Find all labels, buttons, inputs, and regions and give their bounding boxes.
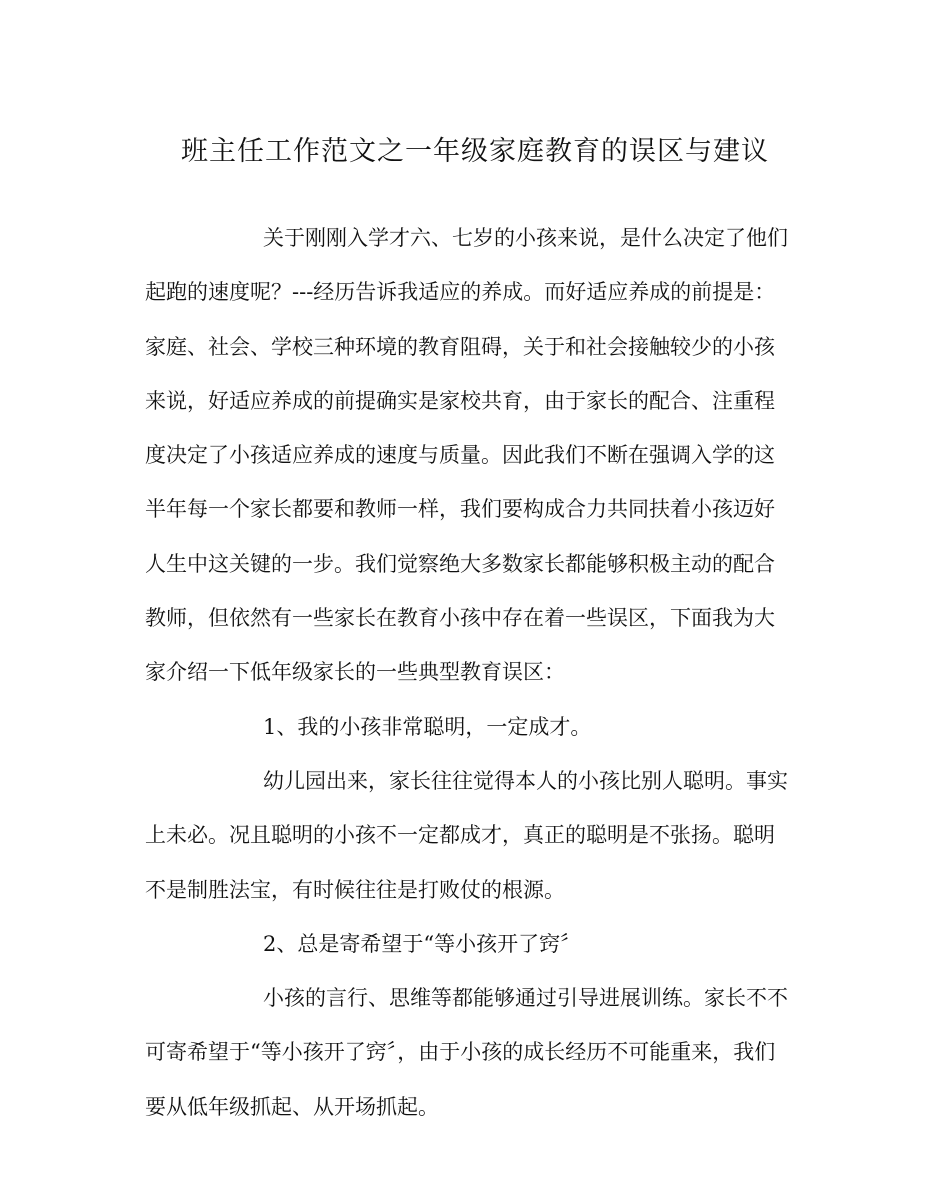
paragraph-line: 要从低年级抓起、从开场抓起。 — [145, 1094, 439, 1119]
paragraph-line: 人生中这关键的一步。我们觉察绝大多数家长都能够积极主动的配合 — [145, 551, 775, 576]
paragraph-line: 起跑的速度呢？---经历告诉我适应的养成。而好适应养成的前提是： — [145, 280, 776, 305]
document-body — [145, 219, 807, 1142]
paragraph-line: 教师，但依然有一些家长在教育小孩中存在着一些误区，下面我为大 — [145, 606, 775, 631]
paragraph-line: 家庭、社会、学校三种环境的教育阻碍，关于和社会接触较少的小孩 — [145, 334, 775, 359]
paragraph-line: 不是制胜法宝，有时候往往是打败仗的根源。 — [145, 877, 565, 902]
paragraph-line: 家介绍一下低年级家长的一些典型教育误区： — [145, 660, 565, 685]
document-title: 班主任工作范文之一年级家庭教育的误区与建议 — [181, 136, 769, 167]
paragraph-line: 半年每一个家长都要和教师一样，我们要构成合力共同扶着小孩迈好 — [145, 497, 775, 522]
paragraph-line: 关于刚刚入学才六、七岁的小孩来说，是什么决定了他们 — [263, 226, 788, 250]
paragraph-line: 幼儿园出来，家长往往觉得本人的小孩比别人聪明。事实 — [263, 768, 788, 793]
paragraph-line: 度决定了小孩适应养成的速度与质量。因此我们不断在强调入学的这 — [145, 443, 775, 468]
section-heading: 1、我的小孩非常聪明，一定成才。 — [263, 714, 592, 739]
paragraph-line: 小孩的言行、思维等都能够通过引导进展训练。家长不不 — [263, 986, 788, 1011]
paragraph-line: 可寄希望于“等小孩开了窍〞，由于小孩的成长经历不可能重来，我们 — [145, 1040, 776, 1065]
paragraph-line: 来说，好适应养成的前提确实是家校共育，由于家长的配合、注重程 — [145, 388, 775, 413]
paragraph-line: 上未必。况且聪明的小孩不一定都成才，真正的聪明是不张扬。聪明 — [145, 823, 775, 848]
section-heading: 2、总是寄希望于“等小孩开了窍〞 — [263, 931, 582, 956]
